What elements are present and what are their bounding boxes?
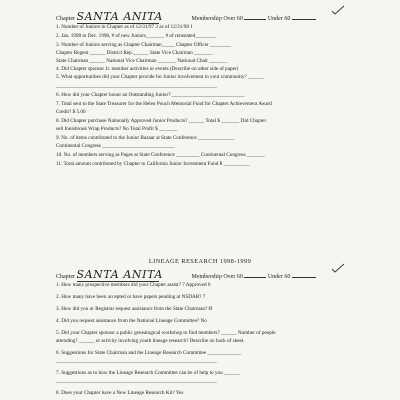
form1-line-9: 9. No. of items contributed to the Junior Bazaar at State Conference ______________ — [56, 135, 235, 141]
form1-line-4: 4. Did Chapter sponsor Jr. member activities or events (Describe on other side of paper) — [56, 66, 239, 72]
form1-line-8: 8. Did Chapter purchase Nationally Approved Junior Products? ______ Total $ _______ Did Chapter — [56, 118, 267, 124]
form2-line-3: 3. How did you or Registrar request assistance from the State Chairman? Ø — [56, 306, 213, 312]
form1-line-10: 10. No. of members serving as Pages at State Conference _________ Continental Congress _______ — [56, 152, 266, 158]
form1-line-3: 3. Number of Juniors serving as Chapter Chairman_____ Chapter Officer ________ — [56, 42, 231, 48]
form2-line-1: 1. How many prospective members did your Chapter assist? 7 Approved 6 — [56, 282, 211, 288]
form1-chapter-line — [56, 10, 316, 24]
form2-line-5: 5. Did your Chapter sponsor a public genealogical workshop to find members? ______ Number of people — [56, 330, 276, 336]
form1-line-3c: State Chairman ______ National Vice Chairman _______ National Chair _______ — [56, 58, 228, 64]
form1-line-1: 1. Number of Juniors in Chapter as of 12/31/97 3 as of 12/31/98 1 — [56, 24, 193, 30]
form1-line-8b: sell Innisbrook Wrap Products? No Total Profit $ _______ — [56, 126, 178, 132]
form2-line-4: 4. Did you request assistance from the National Lineage Committee? No — [56, 318, 207, 324]
form1-line-3b: Chapter Regent ______ District Rep.______ State Vice Chairman _______ — [56, 50, 213, 56]
form1-line-7b: Credit? $ 5.00 — [56, 109, 86, 115]
form1-under60-label: Under 60 — [267, 16, 291, 22]
form1-membership-over60-label: Membership Over 60 — [191, 16, 243, 22]
form2-chapter-label: Chapter — [56, 274, 75, 280]
form1-line-5: 5. What opportunities did your Chapter provide for Junior involvement in your community? ______ — [56, 74, 264, 80]
form2-line-6b: ______________________________________________________________ — [56, 358, 217, 364]
form1-line-11: 11. Total amount contributed by Chapter to California Junior Investment Fund $ __________ — [56, 161, 250, 167]
form1-chapter-label: Chapter — [56, 16, 75, 22]
form2-line-5b: attending? ______ or activity involving youth lineage research? Describe on back of sheet. — [56, 338, 245, 344]
form2-chapter-name: SANTA ANITA — [76, 268, 163, 281]
checkmark-icon — [331, 263, 345, 273]
form1-line-2: 2. Jan. 1998 to Dec. 1998, # of new Juniors_______ # of reinstated________ — [56, 33, 216, 39]
form2-line-7b: ______________________________________________________________ — [56, 378, 217, 384]
form2-title: LINEAGE RESEARCH 1998-1999 — [148, 258, 252, 265]
form2-membership-over60-label: Membership Over 60 — [191, 274, 243, 280]
form1-line-9b: Continental Congress ____________________________ — [56, 143, 175, 149]
form1-line-6: 6. How did your Chapter honor an Outstanding Junior? ____________________________ — [56, 92, 245, 98]
form2-under60-label: Under 60 — [267, 274, 291, 280]
form1-chapter-name: SANTA ANITA — [76, 10, 163, 23]
form1-line-7: 7. Total sent to the State Treasurer for the Helen Pouch Memorial Fund for Chapter Achievement Award — [56, 101, 272, 107]
form1-line-5b: ______________________________________________________________ — [56, 83, 217, 89]
form2-line-7: 7. Suggestions as to how the Lineage Research Committee can be of help to you ______ — [56, 370, 240, 376]
form2-line-6: 6. Suggestions for State Chairman and the Lineage Research Committee _____________ — [56, 350, 242, 356]
form2-line-8: 8. Does your Chapter have a New Lineage Research Kit? Yes — [56, 390, 184, 396]
checkmark-icon — [331, 5, 345, 15]
form2-line-2: 2. How many have been accepted or have papers pending at NSDAR? 7 — [56, 294, 206, 300]
form2-chapter-line — [56, 268, 316, 282]
